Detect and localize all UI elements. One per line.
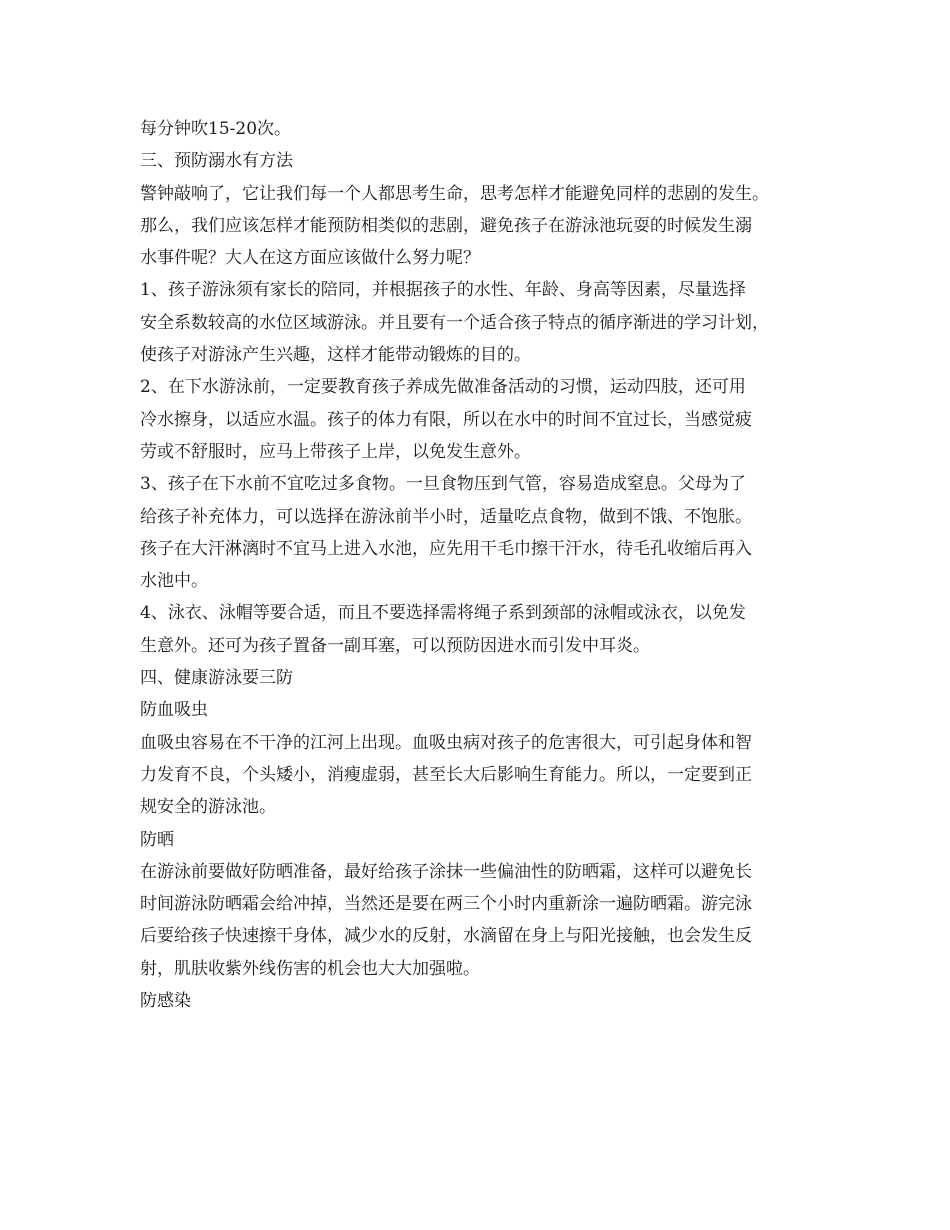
text-line: 血吸虫容易在不干净的江河上出现。血吸虫病对孩子的危害很大，可引起身体和智 xyxy=(140,732,752,753)
text-line: 安全系数较高的水位区域游泳。并且要有一个适合孩子特点的循序渐进的学习计划， xyxy=(140,312,769,333)
text-line: 3、孩子在下水前不宜吃过多食物。一旦食物压到气管，容易造成窒息。父母为了 xyxy=(140,474,746,495)
text-line: 每分钟吹15-20次。 xyxy=(140,119,292,139)
text-line: 4、泳衣、泳帽等要合适，而且不要选择需将绳子系到颈部的泳帽或泳衣，以免发 xyxy=(140,603,746,624)
text-line: 1、孩子游泳须有家长的陪同，并根据孩子的水性、年龄、身高等因素，尽量选择 xyxy=(140,280,746,301)
text-line: 时间游泳防晒霜会给冲掉，当然还是要在两三个小时内重新涂一遍防晒霜。游完泳 xyxy=(140,894,752,915)
text-line: 劳或不舒服时，应马上带孩子上岸，以免发生意外。 xyxy=(140,441,531,462)
text-line: 后要给孩子快速擦干身体，减少水的反射，水滴留在身上与阳光接触，也会发生反 xyxy=(140,926,752,947)
text-line: 力发育不良，个头矮小，消瘦虚弱，甚至长大后影响生育能力。所以，一定要到正 xyxy=(140,764,752,785)
text-line: 冷水擦身，以适应水温。孩子的体力有限，所以在水中的时间不宜过长，当感觉疲 xyxy=(140,409,752,430)
section-heading: 三、预防溺水有方法 xyxy=(140,151,293,172)
text-line: 那么，我们应该怎样才能预防相类似的悲剧，避免孩子在游泳池玩耍的时候发生溺 xyxy=(140,215,752,236)
text-line: 2、在下水游泳前，一定要教育孩子养成先做准备活动的习惯，运动四肢，还可用 xyxy=(140,377,746,398)
text-line: 使孩子对游泳产生兴趣，这样才能带动锻炼的目的。 xyxy=(140,345,531,366)
subheading: 防感染 xyxy=(140,991,191,1012)
text-line: 在游泳前要做好防晒准备，最好给孩子涂抹一些偏油性的防晒霜，这样可以避免长 xyxy=(140,861,752,882)
section-heading: 四、健康游泳要三防 xyxy=(140,668,293,689)
subheading: 防晒 xyxy=(140,829,174,850)
text-line: 射，肌肤收紫外线伤害的机会也大大加强啦。 xyxy=(140,958,480,979)
document-body xyxy=(140,113,830,1017)
text-line: 孩子在大汗淋漓时不宜马上进入水池，应先用干毛巾擦干汗水，待毛孔收缩后再入 xyxy=(140,538,752,559)
text-line: 水事件呢？大人在这方面应该做什么努力呢？ xyxy=(140,248,480,269)
subheading: 防血吸虫 xyxy=(140,700,208,721)
text-line: 给孩子补充体力，可以选择在游泳前半小时，适量吃点食物，做到不饿、不饱胀。 xyxy=(140,506,752,527)
text-line: 规安全的游泳池。 xyxy=(140,797,276,818)
text-line: 警钟敲响了，它让我们每一个人都思考生命，思考怎样才能避免同样的悲剧的发生。 xyxy=(140,183,769,204)
text-line: 生意外。还可为孩子置备一副耳塞，可以预防因进水而引发中耳炎。 xyxy=(140,635,650,656)
text-line: 水池中。 xyxy=(140,571,208,592)
